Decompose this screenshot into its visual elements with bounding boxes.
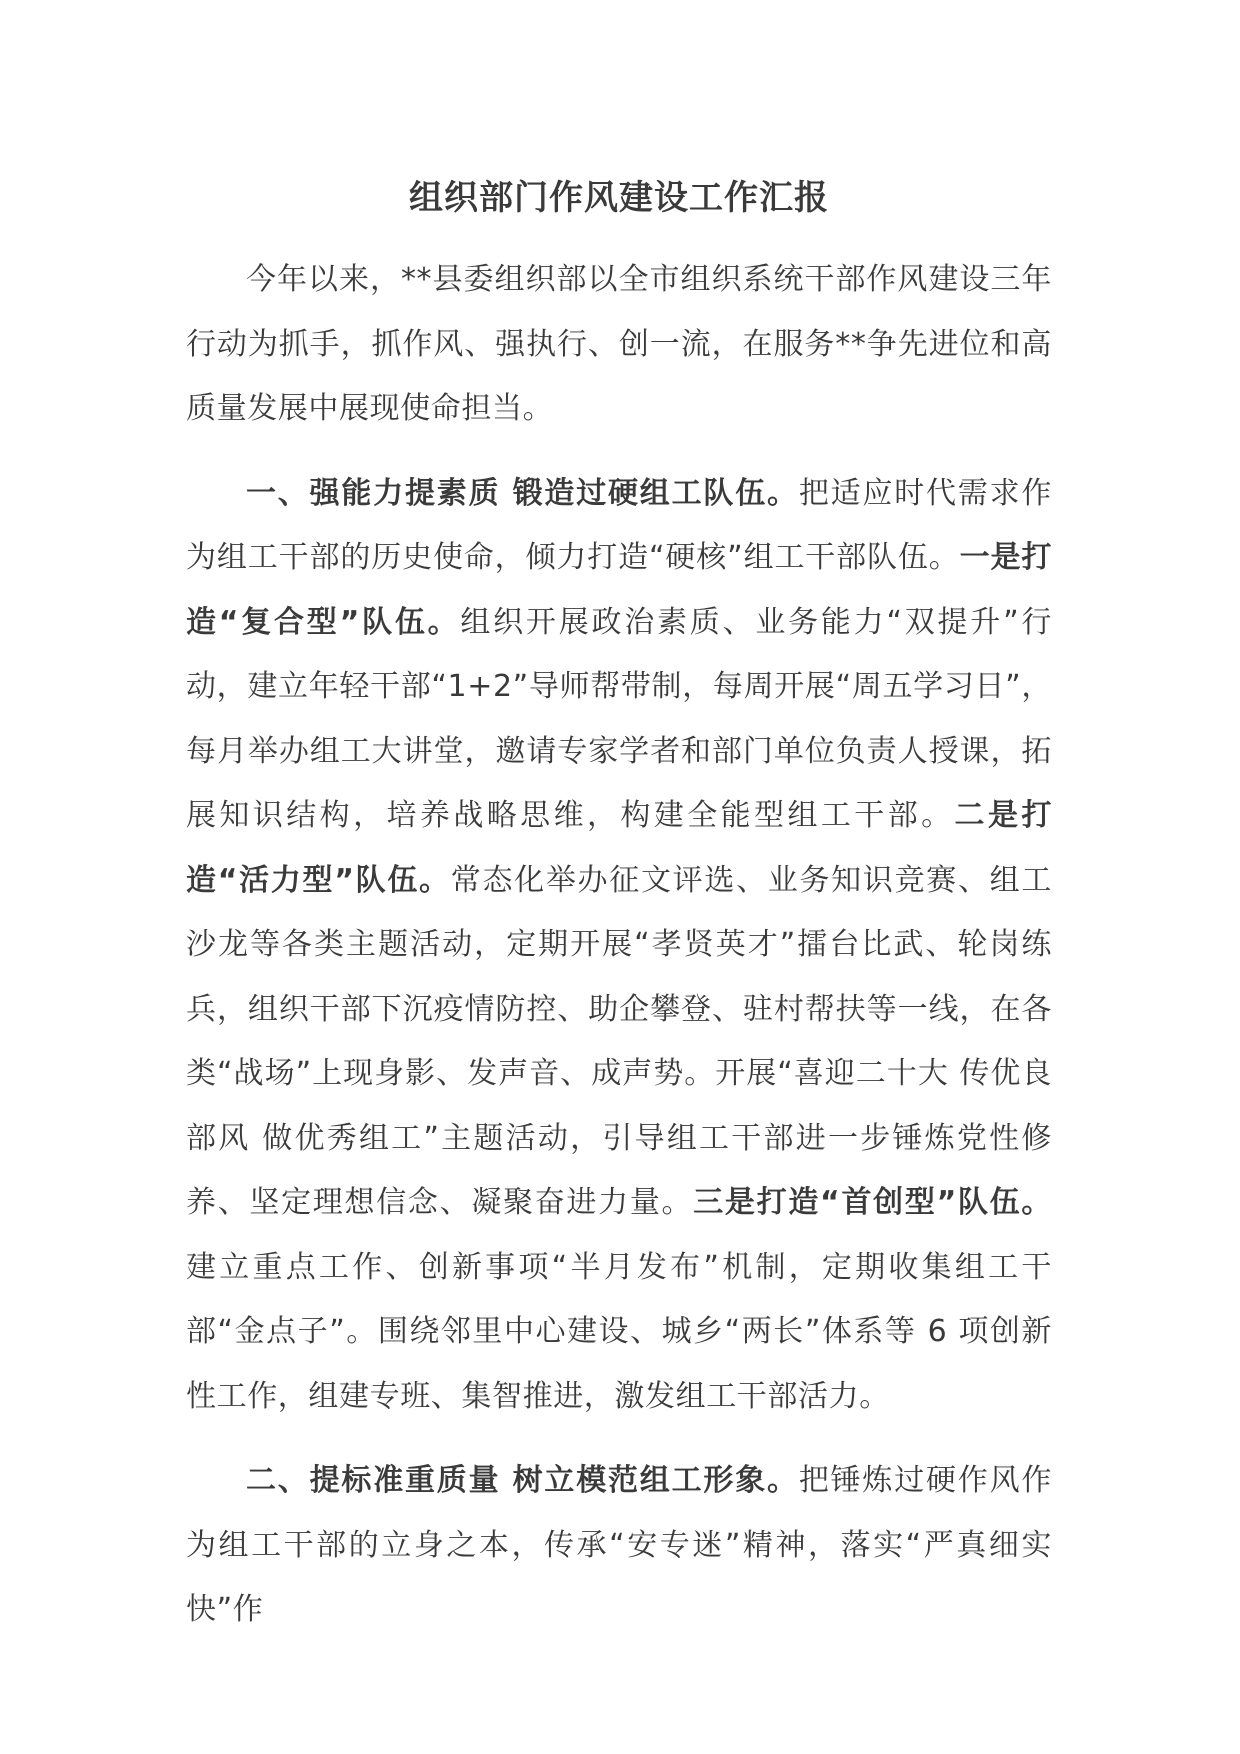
section-1-heading: 一、强能力提素质 锻造过硬组工队伍。: [246, 475, 799, 511]
point-1-heading: 一是打造“复合型”队伍。: [186, 540, 1052, 640]
point-3-text: 建立重点工作、创新事项“半月发布”机制，定期收集组工干部“金点子”。围绕邻里中心建设、城乡“两长”体系等 6 项创新性工作，组建专班、集智推进，激发组工干部活力。: [186, 1249, 1052, 1414]
paragraph-gap: [186, 1429, 1052, 1449]
section-2-paragraph: [186, 1449, 1052, 1643]
paragraph-gap: [186, 442, 1052, 462]
point-1-text: 组织开展政治素质、业务能力“双提升”行动，建立年轻干部“1+2”导师帮带制，每周开展“周五学习日”，每月举办组工大讲堂，邀请专家学者和部门单位负责人授课，拓展知识结构，培养战略思维，构建全能型组工干部。: [186, 604, 1052, 833]
document-body: [186, 168, 1052, 1643]
section-1-lead: 把适应时代需求作为组工干部的历史使命，倾力打造“硬核”组工干部队伍。: [186, 475, 1052, 575]
point-2-text: 常态化举办征文评选、业务知识竞赛、组工沙龙等各类主题活动，定期开展“孝贤英才”擂台比武、轮岗练兵，组织干部下沉疫情防控、助企攀登、驻村帮扶等一线，在各类“战场”上现身影、发声音、成声势。开展“喜迎二十大 传优良部风 做优秀组工”主题活动，引导组工干部进一步锤炼党性修养、坚定理想信念、凝聚奋进力量。: [186, 862, 1052, 1220]
section-2-heading: 二、提标准重质量 树立模范组工形象。: [246, 1463, 799, 1498]
document-title: 组织部门作风建设工作汇报: [409, 178, 829, 218]
intro-text: 今年以来，**县委组织部以全市组织系统干部作风建设三年行动为抓手，抓作风、强执行、创一流，在服务**争先进位和高质量发展中展现使命担当。: [186, 262, 1052, 426]
point-2-heading: 二是打造“活力型”队伍。: [186, 798, 1052, 898]
point-3-heading: 三是打造“首创型”队伍。: [693, 1185, 1052, 1220]
section-2-lead: 把锤炼过硬作风作为组工干部的立身之本，传承“安专迷”精神，落实“严真细实快”作: [186, 1463, 1052, 1627]
section-1-paragraph: [186, 462, 1052, 1430]
intro-paragraph: [186, 248, 1052, 442]
